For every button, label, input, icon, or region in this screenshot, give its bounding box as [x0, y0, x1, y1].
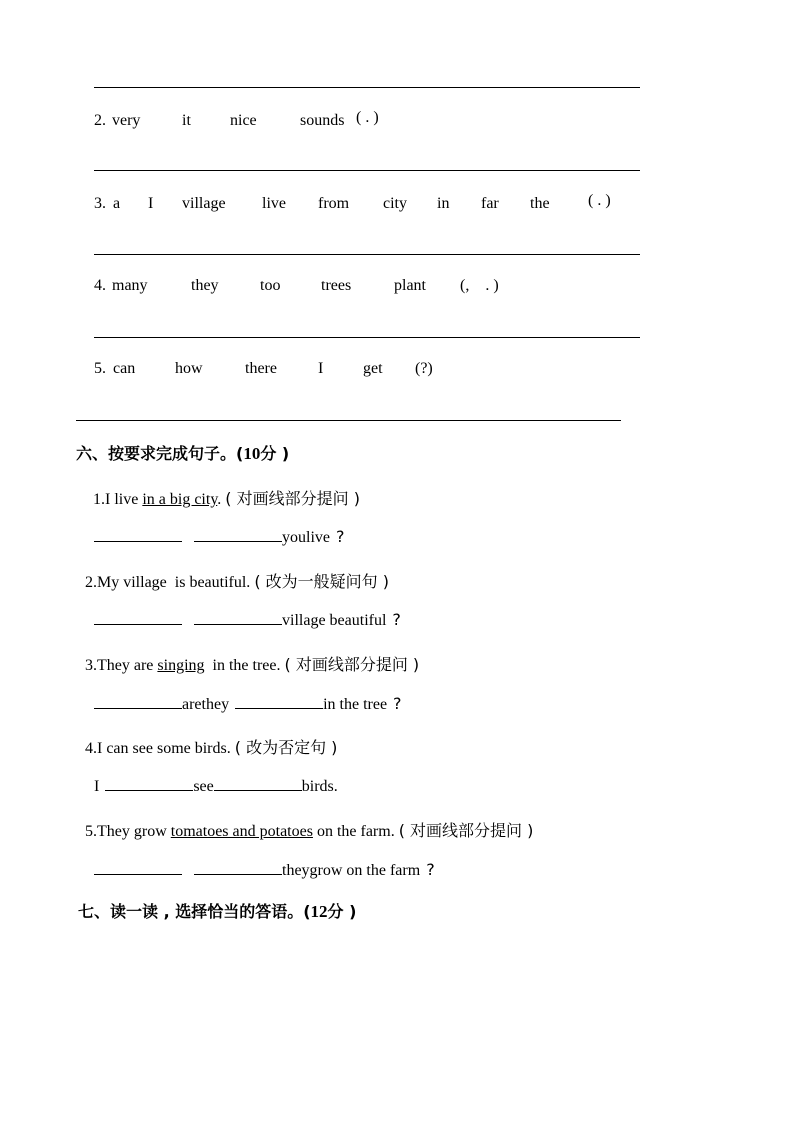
- s6-answer-2-mark: ?: [392, 610, 401, 629]
- q4-number: 4.: [94, 277, 106, 294]
- q3-word-9: the: [530, 195, 550, 212]
- answer-line-1: [94, 87, 640, 88]
- q5-word-3: there: [245, 360, 277, 377]
- s6-item-5-underlined: tomatoes and potatoes: [170, 823, 313, 840]
- q3-number: 3.: [94, 195, 106, 212]
- s6-item-3-underlined: singing: [157, 657, 205, 674]
- answer-line-2: [94, 170, 640, 171]
- q3-word-8: far: [481, 195, 499, 212]
- s6-answer-3-tail: in the tree: [323, 696, 388, 713]
- s6-item-2-prefix: 2.My village is beautiful.: [85, 574, 251, 591]
- s6-answer-4-tail: birds.: [301, 778, 338, 795]
- s6-answer-1-tail: youlive: [282, 529, 330, 546]
- s6-item-5-suffix: on the farm.: [312, 823, 395, 840]
- s6-item-1-suffix: .: [217, 491, 222, 508]
- s6-item-1-instruction: ( 对画线部分提问 ): [225, 489, 360, 508]
- s6-item-5-prefix: 5.They grow: [85, 823, 171, 840]
- s6-answer-2-tail: village beautiful: [282, 612, 387, 629]
- q3-word-7: in: [437, 195, 450, 212]
- s6-item-3-prefix: 3.They are: [85, 657, 158, 674]
- answer-blank[interactable]: [214, 776, 302, 791]
- s6-answer-5-mark: ?: [426, 860, 435, 879]
- q4-word-3: too: [260, 277, 281, 294]
- answer-blank[interactable]: [194, 527, 282, 542]
- q2-punctuation: ( . ): [356, 109, 379, 126]
- s6-item-3-instruction: ( 对画线部分提问 ): [284, 655, 420, 674]
- q3-word-1: a: [113, 195, 121, 212]
- q3-word-3: village: [182, 195, 226, 212]
- q4-word-2: they: [191, 277, 219, 294]
- answer-blank[interactable]: [94, 694, 182, 709]
- q4-word-1: many: [112, 277, 148, 294]
- section-7-heading: [78, 899, 356, 922]
- q3-word-2: I: [148, 195, 154, 212]
- q4-punctuation: (, . ): [460, 277, 499, 294]
- s6-answer-3-mid: arethey: [182, 696, 230, 713]
- s6-answer-3-mark: ?: [393, 694, 402, 713]
- section-7-score-unit: 分 ): [327, 902, 357, 921]
- q2-word-4: sounds: [300, 112, 345, 129]
- s6-answer-2: [94, 610, 401, 630]
- s6-item-4-prefix: 4.I can see some birds.: [85, 740, 231, 757]
- s6-answer-1-mark: ?: [336, 527, 345, 546]
- s6-item-2-instruction: ( 改为一般疑问句 ): [254, 572, 389, 591]
- s6-item-5: [85, 818, 533, 841]
- s6-answer-4-start: I: [94, 778, 100, 795]
- s6-item-4: [85, 735, 337, 758]
- s6-item-3-suffix: in the tree.: [204, 657, 281, 674]
- answer-blank[interactable]: [105, 776, 193, 791]
- q2-word-2: it: [182, 112, 191, 129]
- section-6-score: 10: [243, 444, 261, 463]
- q5-punctuation: (?): [415, 360, 433, 377]
- answer-blank[interactable]: [94, 527, 182, 542]
- answer-blank[interactable]: [194, 860, 282, 875]
- s6-answer-5-tail: theygrow on the farm: [282, 862, 421, 879]
- q5-word-4: I: [318, 360, 324, 377]
- q2-number: 2.: [94, 112, 106, 129]
- q2-word-3: nice: [230, 112, 257, 129]
- s6-answer-4: [94, 776, 338, 796]
- s6-item-2: [85, 569, 389, 592]
- s6-item-5-instruction: ( 对画线部分提问 ): [398, 821, 534, 840]
- answer-blank[interactable]: [94, 610, 182, 625]
- answer-blank[interactable]: [194, 610, 282, 625]
- s6-answer-1: [94, 527, 345, 547]
- section-7-title: 七、读一读 , 选择恰当的答语。(: [78, 902, 311, 921]
- answer-blank[interactable]: [94, 860, 182, 875]
- q5-word-2: how: [175, 360, 203, 377]
- q3-punctuation: ( . ): [588, 192, 611, 209]
- answer-line-5: [76, 420, 621, 421]
- s6-answer-5: [94, 860, 435, 880]
- s6-item-1: [93, 486, 360, 509]
- q5-number: 5.: [94, 360, 106, 377]
- section-7-score: 12: [310, 902, 328, 921]
- q3-word-6: city: [383, 195, 407, 212]
- section-6-score-unit: 分 ): [260, 444, 290, 463]
- q3-word-4: live: [262, 195, 286, 212]
- answer-blank[interactable]: [235, 694, 323, 709]
- section-6-title: 六、按要求完成句子。(: [76, 444, 244, 463]
- q2-word-1: very: [112, 112, 141, 129]
- s6-item-4-instruction: ( 改为否定句 ): [234, 738, 338, 757]
- q3-word-5: from: [318, 195, 350, 212]
- s6-item-1-prefix: 1.I live: [93, 491, 143, 508]
- s6-answer-4-mid: see: [193, 778, 214, 795]
- s6-answer-3: [94, 694, 402, 714]
- s6-item-3: [85, 652, 419, 675]
- s6-item-1-underlined: in a big city: [142, 491, 218, 508]
- answer-line-3: [94, 254, 640, 255]
- answer-line-4: [94, 337, 640, 338]
- section-6-heading: [76, 441, 289, 464]
- q4-word-4: trees: [321, 277, 352, 294]
- q5-word-1: can: [113, 360, 136, 377]
- q4-word-5: plant: [394, 277, 426, 294]
- q5-word-5: get: [363, 360, 383, 377]
